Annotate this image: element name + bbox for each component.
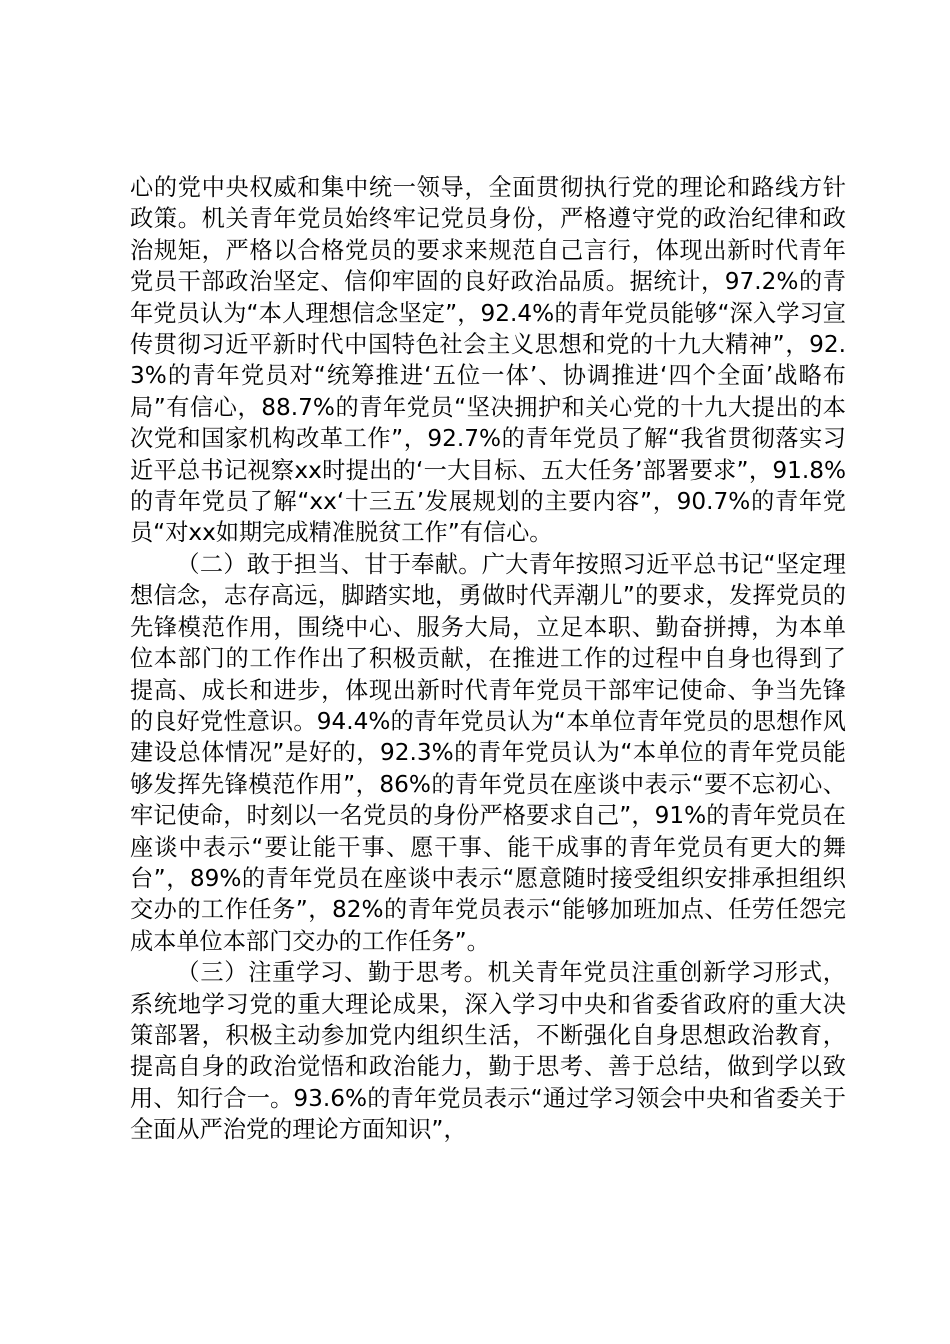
paragraph-section-three: （三）注重学习、勤于思考。机关青年党员注重创新学习形式，系统地学习党的重大理论成果，深入学习中央和省委省政府的重大决策部署，积极主动参加党内组织生活，不断强化自身思想政治教育，提高自身的政治觉悟和政治能力，勤于思考、善于总结，做到学以致用、知行合一。93.6%的青年党员表示“通过学习领会中央和省委关于全面从严治党的理论方面知识”， [130,959,846,1144]
paragraph-continued: 心的党中央权威和集中统一领导，全面贯彻执行党的理论和路线方针政策。机关青年党员始终牢记党员身份，严格遵守党的政治纪律和政治规矩，严格以合格党员的要求来规范自己言行，体现出新时代青年党员干部政治坚定、信仰牢固的良好政治品质。据统计，97.2%的青年党员认为“本人理想信念坚定”，92.4%的青年党员能够“深入学习宣传贯彻习近平新时代中国特色社会主义思想和党的十九大精神”，92.3%的青年党员对“统筹推进‘五位一体’、协调推进‘四个全面’战略布局”有信心，88.7%的青年党员“坚决拥护和关心党的十九大提出的本次党和国家机构改革工作”，92.7%的青年党员了解“我省贯彻落实习近平总书记视察xx时提出的‘一大目标、五大任务’部署要求”，91.8%的青年党员了解“xx‘十三五’发展规划的主要内容”，90.7%的青年党员“对xx如期完成精准脱贫工作”有信心。 [130,174,846,547]
document-body [130,172,846,1146]
paragraph-section-two: （二）敢于担当、甘于奉献。广大青年按照习近平总书记“坚定理想信念，志存高远，脚踏实地，勇做时代弄潮儿”的要求，发挥党员的先锋模范作用，围绕中心、服务大局，立足本职、勤奋拼搏，为本单位本部门的工作作出了积极贡献，在推进工作的过程中自身也得到了提高、成长和进步，体现出新时代青年党员干部牢记使命、争当先锋的良好党性意识。94.4%的青年党员认为“本单位青年党员的思想作风建设总体情况”是好的，92.3%的青年党员认为“本单位的青年党员能够发挥先锋模范作用”，86%的青年党员在座谈中表示“要不忘初心、牢记使命，时刻以一名党员的身份严格要求自己”，91%的青年党员在座谈中表示“要让能干事、愿干事、能干成事的青年党员有更大的舞台”，89%的青年党员在座谈中表示“愿意随时接受组织安排承担组织交办的工作任务”，82%的青年党员表示“能够加班加点、任劳任怨完成本单位本部门交办的工作任务”。 [130,550,846,955]
